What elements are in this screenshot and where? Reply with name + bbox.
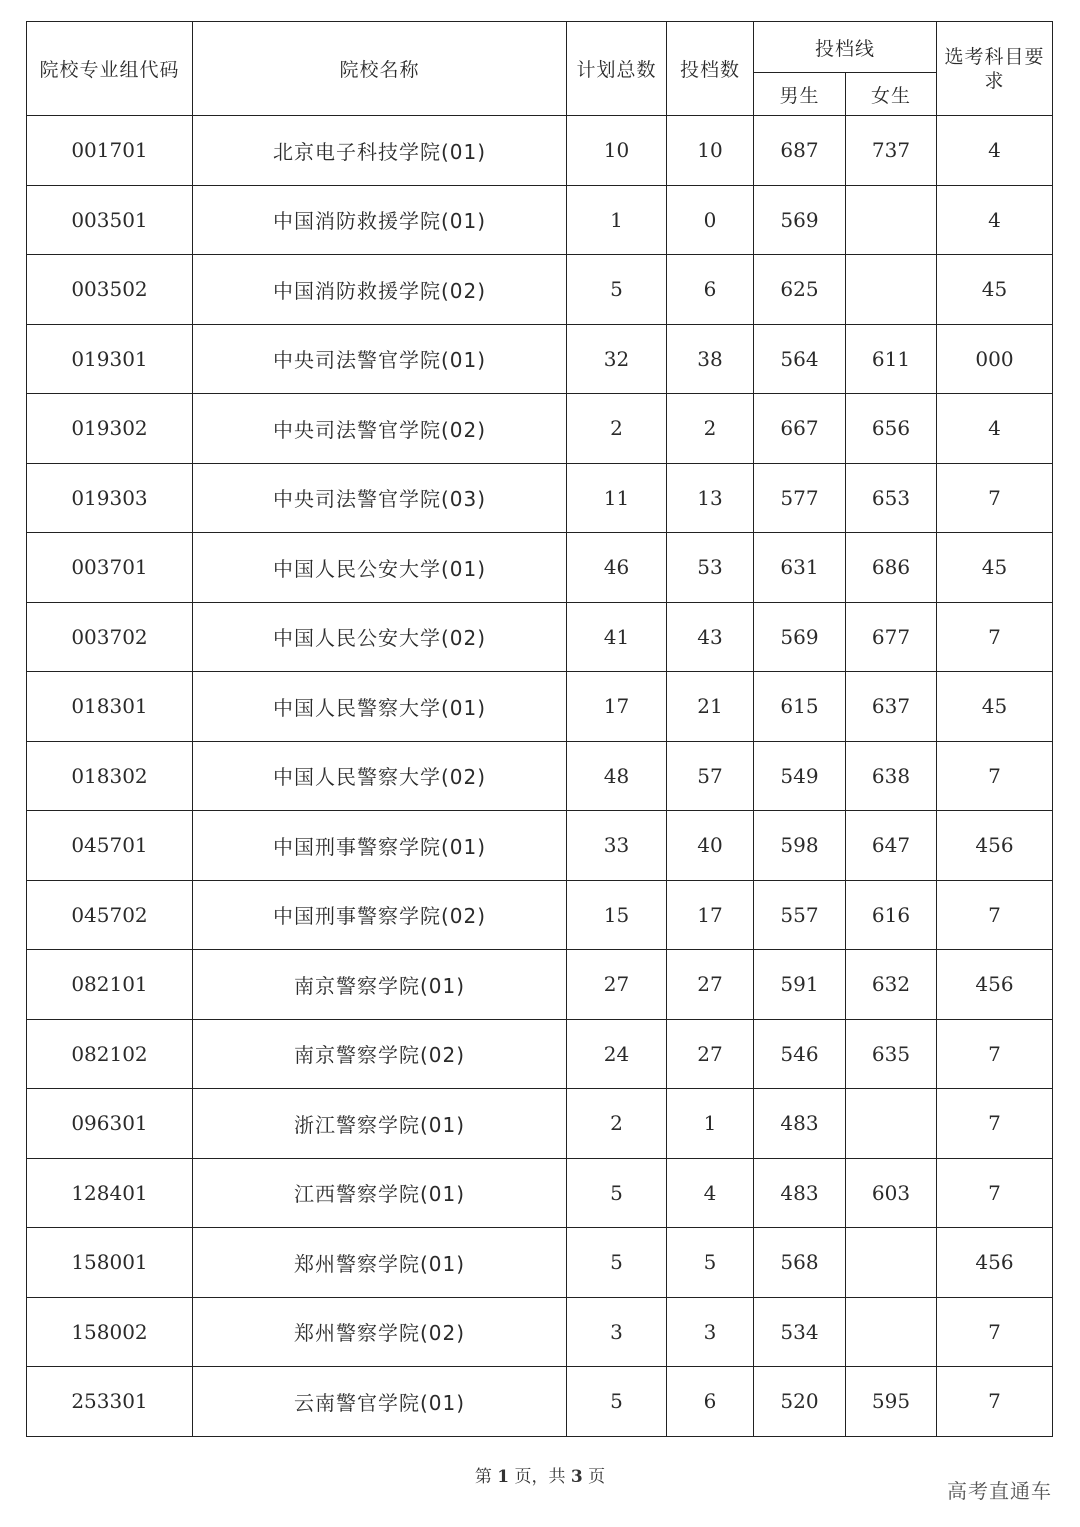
cell-female-cutoff: 686 (846, 533, 937, 603)
cell-code: 019302 (27, 394, 193, 464)
cell-admitted: 38 (667, 324, 754, 394)
cell-admitted: 0 (667, 185, 754, 255)
cell-female-cutoff: 616 (846, 880, 937, 950)
cell-male-cutoff: 591 (754, 950, 846, 1020)
cell-subject-req: 456 (937, 1228, 1053, 1298)
cell-female-cutoff: 603 (846, 1158, 937, 1228)
cell-code: 003502 (27, 255, 193, 325)
table-row (27, 324, 1053, 394)
cell-code: 001701 (27, 116, 193, 186)
table-row (27, 463, 1053, 533)
cell-female-cutoff: 737 (846, 116, 937, 186)
cell-plan: 3 (567, 1297, 667, 1367)
table-row (27, 811, 1053, 881)
cell-school-name: 中央司法警官学院(02) (193, 394, 567, 464)
admission-sheet (26, 21, 1052, 1437)
cell-male-cutoff: 568 (754, 1228, 846, 1298)
cell-male-cutoff: 598 (754, 811, 846, 881)
cell-plan: 27 (567, 950, 667, 1020)
table-row (27, 672, 1053, 742)
cell-school-name: 云南警官学院(01) (193, 1367, 567, 1437)
cell-school-name: 中国人民公安大学(02) (193, 602, 567, 672)
table-row (27, 1158, 1053, 1228)
cell-school-name: 郑州警察学院(01) (193, 1228, 567, 1298)
table-row (27, 394, 1053, 464)
page-footer (0, 1462, 1080, 1487)
cell-admitted: 5 (667, 1228, 754, 1298)
cell-school-name: 中国消防救援学院(02) (193, 255, 567, 325)
cell-female-cutoff (846, 185, 937, 255)
cell-code: 003701 (27, 533, 193, 603)
cell-male-cutoff: 615 (754, 672, 846, 742)
header-cutoff: 投档线 (754, 22, 937, 73)
table-body (27, 116, 1053, 1437)
cell-male-cutoff: 557 (754, 880, 846, 950)
cell-male-cutoff: 534 (754, 1297, 846, 1367)
table-header (27, 22, 1053, 116)
cell-subject-req: 4 (937, 185, 1053, 255)
cell-admitted: 57 (667, 741, 754, 811)
table-row (27, 741, 1053, 811)
cell-code: 018301 (27, 672, 193, 742)
cell-female-cutoff (846, 255, 937, 325)
cell-male-cutoff: 687 (754, 116, 846, 186)
cell-female-cutoff: 632 (846, 950, 937, 1020)
cell-school-name: 江西警察学院(01) (193, 1158, 567, 1228)
cell-plan: 10 (567, 116, 667, 186)
cell-admitted: 17 (667, 880, 754, 950)
cell-plan: 11 (567, 463, 667, 533)
cell-admitted: 21 (667, 672, 754, 742)
cell-code: 082102 (27, 1019, 193, 1089)
header-plan-total: 计划总数 (567, 22, 667, 116)
cell-admitted: 13 (667, 463, 754, 533)
cell-female-cutoff: 656 (846, 394, 937, 464)
cell-admitted: 43 (667, 602, 754, 672)
cell-school-name: 中央司法警官学院(01) (193, 324, 567, 394)
cell-subject-req: 7 (937, 1297, 1053, 1367)
table-row (27, 1297, 1053, 1367)
header-subject-requirement: 选考科目要求 (937, 22, 1053, 116)
table-row (27, 1367, 1053, 1437)
cell-school-name: 南京警察学院(02) (193, 1019, 567, 1089)
cell-code: 128401 (27, 1158, 193, 1228)
cell-school-name: 北京电子科技学院(01) (193, 116, 567, 186)
cell-admitted: 53 (667, 533, 754, 603)
admission-table (26, 21, 1053, 1437)
cell-school-name: 浙江警察学院(01) (193, 1089, 567, 1159)
cell-plan: 32 (567, 324, 667, 394)
table-row (27, 185, 1053, 255)
cell-plan: 2 (567, 1089, 667, 1159)
cell-subject-req: 45 (937, 533, 1053, 603)
cell-female-cutoff (846, 1228, 937, 1298)
cell-subject-req: 7 (937, 741, 1053, 811)
table-row (27, 255, 1053, 325)
table-row (27, 1228, 1053, 1298)
cell-code: 018302 (27, 741, 193, 811)
cell-code: 253301 (27, 1367, 193, 1437)
table-row (27, 116, 1053, 186)
cell-subject-req: 45 (937, 255, 1053, 325)
cell-admitted: 10 (667, 116, 754, 186)
table-row (27, 602, 1053, 672)
cell-school-name: 中国人民警察大学(01) (193, 672, 567, 742)
cell-plan: 5 (567, 1367, 667, 1437)
cell-plan: 5 (567, 1158, 667, 1228)
cell-plan: 1 (567, 185, 667, 255)
cell-male-cutoff: 483 (754, 1158, 846, 1228)
table-row (27, 880, 1053, 950)
footer-suffix: 页 (588, 1467, 606, 1487)
cell-plan: 2 (567, 394, 667, 464)
cell-admitted: 27 (667, 950, 754, 1020)
cell-female-cutoff: 635 (846, 1019, 937, 1089)
footer-page-number: 1 (497, 1467, 510, 1487)
cell-admitted: 2 (667, 394, 754, 464)
cell-female-cutoff (846, 1089, 937, 1159)
cell-code: 096301 (27, 1089, 193, 1159)
cell-subject-req: 7 (937, 602, 1053, 672)
cell-code: 158001 (27, 1228, 193, 1298)
header-male: 男生 (754, 73, 846, 116)
footer-middle: 页，共 (514, 1467, 566, 1487)
cell-plan: 46 (567, 533, 667, 603)
cell-subject-req: 7 (937, 1367, 1053, 1437)
cell-code: 082101 (27, 950, 193, 1020)
cell-school-name: 南京警察学院(01) (193, 950, 567, 1020)
cell-subject-req: 7 (937, 1019, 1053, 1089)
cell-subject-req: 7 (937, 1089, 1053, 1159)
header-admitted: 投档数 (667, 22, 754, 116)
cell-male-cutoff: 577 (754, 463, 846, 533)
cell-code: 019303 (27, 463, 193, 533)
table-row (27, 1089, 1053, 1159)
table-row (27, 533, 1053, 603)
table-row (27, 950, 1053, 1020)
cell-male-cutoff: 625 (754, 255, 846, 325)
cell-plan: 41 (567, 602, 667, 672)
watermark: 高考直通车 (947, 1479, 1052, 1503)
cell-code: 019301 (27, 324, 193, 394)
cell-subject-req: 4 (937, 116, 1053, 186)
cell-female-cutoff: 653 (846, 463, 937, 533)
cell-male-cutoff: 546 (754, 1019, 846, 1089)
cell-subject-req: 7 (937, 1158, 1053, 1228)
cell-subject-req: 4 (937, 394, 1053, 464)
cell-subject-req: 7 (937, 880, 1053, 950)
cell-male-cutoff: 667 (754, 394, 846, 464)
cell-female-cutoff: 611 (846, 324, 937, 394)
cell-school-name: 中国人民公安大学(01) (193, 533, 567, 603)
cell-code: 045702 (27, 880, 193, 950)
cell-school-name: 中央司法警官学院(03) (193, 463, 567, 533)
footer-prefix: 第 (474, 1467, 492, 1487)
cell-male-cutoff: 569 (754, 185, 846, 255)
cell-female-cutoff: 638 (846, 741, 937, 811)
cell-plan: 24 (567, 1019, 667, 1089)
cell-code: 003501 (27, 185, 193, 255)
cell-plan: 17 (567, 672, 667, 742)
cell-subject-req: 7 (937, 463, 1053, 533)
cell-school-name: 中国刑事警察学院(02) (193, 880, 567, 950)
cell-female-cutoff (846, 1297, 937, 1367)
cell-female-cutoff: 595 (846, 1367, 937, 1437)
cell-plan: 33 (567, 811, 667, 881)
cell-school-name: 郑州警察学院(02) (193, 1297, 567, 1367)
table-row (27, 1019, 1053, 1089)
header-name: 院校名称 (193, 22, 567, 116)
cell-code: 045701 (27, 811, 193, 881)
cell-male-cutoff: 564 (754, 324, 846, 394)
cell-male-cutoff: 631 (754, 533, 846, 603)
cell-subject-req: 456 (937, 950, 1053, 1020)
cell-admitted: 40 (667, 811, 754, 881)
cell-female-cutoff: 647 (846, 811, 937, 881)
cell-plan: 5 (567, 1228, 667, 1298)
header-female: 女生 (846, 73, 937, 116)
cell-male-cutoff: 549 (754, 741, 846, 811)
cell-admitted: 3 (667, 1297, 754, 1367)
cell-admitted: 6 (667, 1367, 754, 1437)
cell-plan: 48 (567, 741, 667, 811)
cell-school-name: 中国刑事警察学院(01) (193, 811, 567, 881)
cell-admitted: 4 (667, 1158, 754, 1228)
cell-admitted: 1 (667, 1089, 754, 1159)
cell-subject-req: 45 (937, 672, 1053, 742)
footer-total-pages: 3 (570, 1467, 583, 1487)
cell-plan: 15 (567, 880, 667, 950)
cell-female-cutoff: 677 (846, 602, 937, 672)
header-code: 院校专业组代码 (27, 22, 193, 116)
cell-admitted: 27 (667, 1019, 754, 1089)
cell-code: 003702 (27, 602, 193, 672)
cell-male-cutoff: 483 (754, 1089, 846, 1159)
cell-admitted: 6 (667, 255, 754, 325)
cell-female-cutoff: 637 (846, 672, 937, 742)
cell-code: 158002 (27, 1297, 193, 1367)
cell-school-name: 中国人民警察大学(02) (193, 741, 567, 811)
cell-school-name: 中国消防救援学院(01) (193, 185, 567, 255)
cell-subject-req: 456 (937, 811, 1053, 881)
cell-male-cutoff: 520 (754, 1367, 846, 1437)
cell-plan: 5 (567, 255, 667, 325)
cell-subject-req: 000 (937, 324, 1053, 394)
cell-male-cutoff: 569 (754, 602, 846, 672)
